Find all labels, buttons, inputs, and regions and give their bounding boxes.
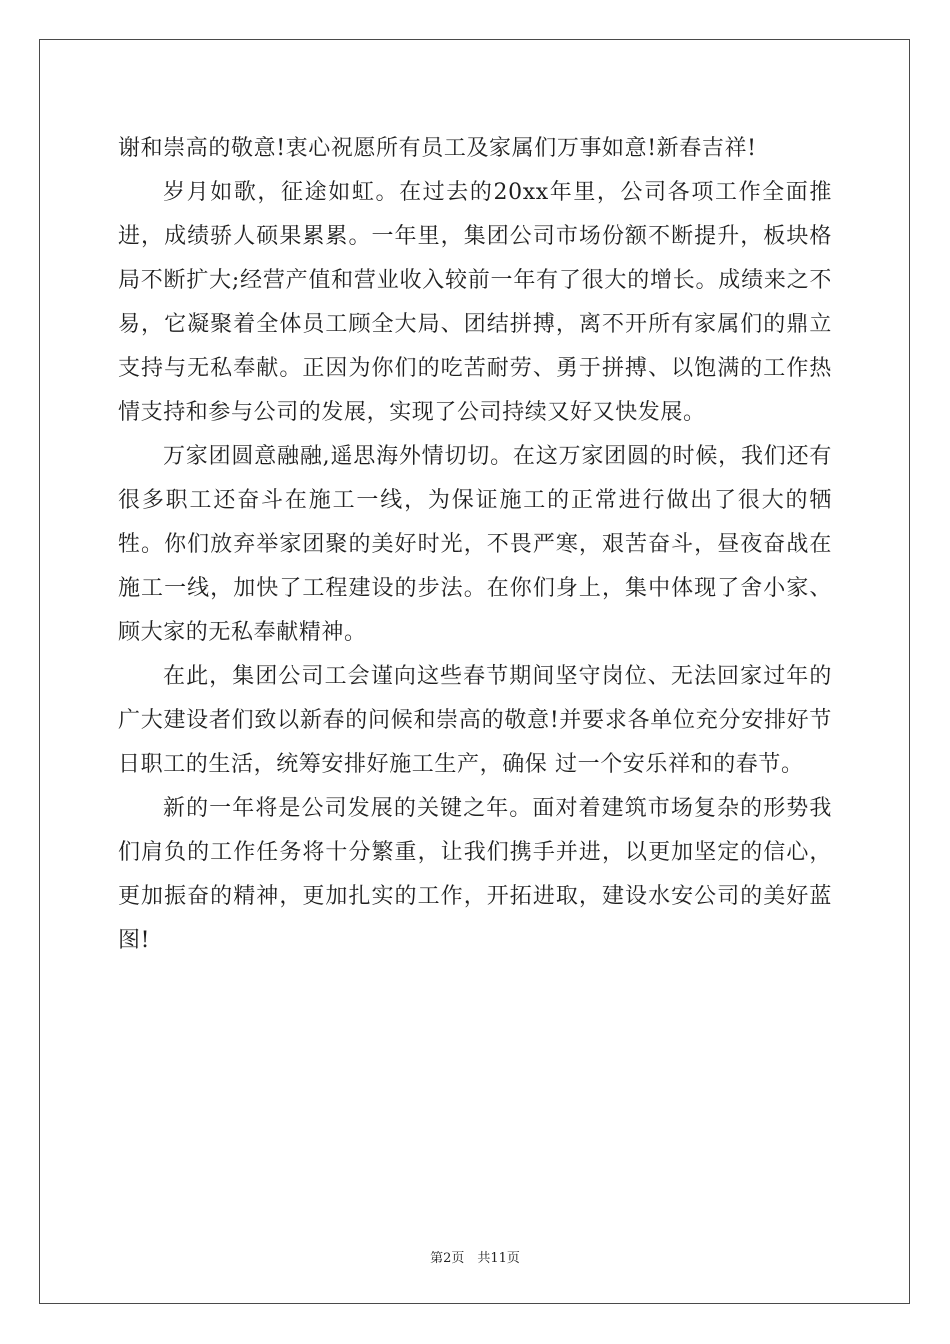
paragraph-3: 万家团圆意融融,遥思海外情切切。在这万家团圆的时候，我们还有很多职工还奋斗在施工一线，为保证施工的正常进行做出了很大的牺牲。你们放弃举家团聚的美好时光，不畏严寒，艰苦奋斗，昼夜奋战在施工一线，加快了工程建设的步法。在你们身上，集中体现了舍小家、顾大家的无私奉献精神。 <box>118 444 832 645</box>
paragraph-5: 新的一年将是公司发展的关键之年。面对着建筑市场复杂的形势我们肩负的工作任务将十分繁重，让我们携手并进，以更加坚定的信心，更加振奋的精神，更加扎实的工作，开拓进取，建设水安公司的美好蓝图! <box>118 796 832 953</box>
paragraph-2: 岁月如歌，征途如虹。在过去的20xx年里，公司各项工作全面推进，成绩骄人硕果累累。一年里，集团公司市场份额不断提升，板块格局不断扩大;经营产值和营业收入较前一年有了很大的增长。成绩来之不易，它凝聚着全体员工顾全大局、团结拼搏，离不开所有家属们的鼎立支持与无私奉献。正因为你们的吃苦耐劳、勇于拼搏、以饱满的工作热情支持和参与公司的发展，实现了公司持续又好又快发展。 <box>118 180 832 425</box>
page-number-footer: 第2页 共11页 <box>430 1251 520 1266</box>
paragraph-4: 在此，集团公司工会谨向这些春节期间坚守岗位、无法回家过年的广大建设者们致以新春的问候和崇高的敬意!并要求各单位充分安排好节日职工的生活，统筹安排好施工生产，确保 过一个安乐祥和的春节。 <box>118 664 832 777</box>
document-body <box>118 127 832 963</box>
paragraph-1: 谢和崇高的敬意!衷心祝愿所有员工及家属们万事如意!新春吉祥! <box>118 136 757 161</box>
